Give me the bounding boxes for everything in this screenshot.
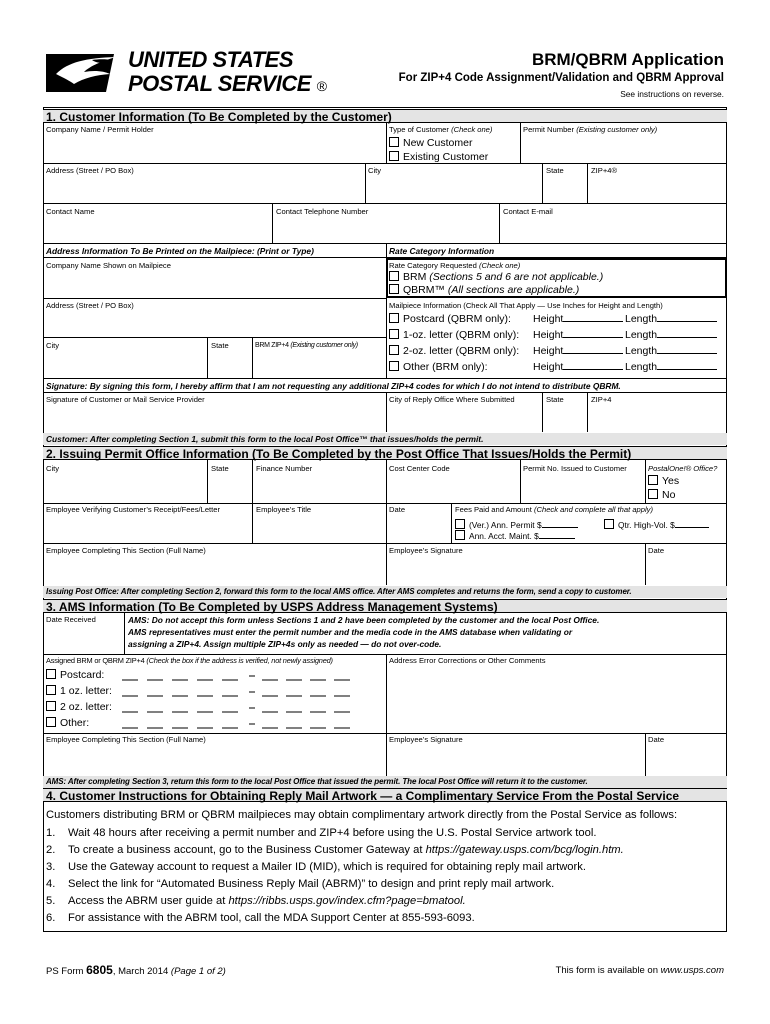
list-item: Select the link for “Automated Business Reply Mail (ABRM)” to design and print reply mail artwork. bbox=[68, 878, 555, 890]
checkbox-icon bbox=[389, 329, 399, 339]
s2-date-label: Date bbox=[389, 505, 406, 514]
divider bbox=[252, 460, 253, 503]
state3-label: State bbox=[546, 395, 564, 404]
brand-line1: UNITED STATES bbox=[128, 47, 294, 72]
permit-number-label: Permit Number (Existing customer only) bbox=[523, 125, 658, 134]
mailpiece-info-label: Mailpiece Information (Check All That Apply — Use Inches for Height and Length) bbox=[389, 301, 663, 310]
divider bbox=[499, 203, 500, 243]
divider bbox=[207, 460, 208, 503]
form-title: BRM/QBRM Application bbox=[531, 50, 724, 69]
city-label: City bbox=[368, 166, 382, 175]
s2-employee-completing-label: Employee Completing This Section (Full Name) bbox=[46, 546, 206, 555]
divider bbox=[645, 543, 646, 585]
list-item: Wait 48 hours after receiving a permit number and ZIP+4 before using the U.S. Postal Service artwork tool. bbox=[68, 827, 597, 839]
address2-label: Address (Street / PO Box) bbox=[46, 301, 134, 310]
checkbox-icon bbox=[46, 669, 56, 679]
divider bbox=[43, 203, 727, 204]
ams-note-1: AMS: Do not accept this form unless Sections 1 and 2 have been completed by the customer and the local Post Office. bbox=[128, 615, 600, 625]
divider bbox=[43, 503, 727, 504]
brm-zip4-label: BRM ZIP+4 (Existing customer only) bbox=[255, 342, 358, 349]
existing-customer-checkbox[interactable]: Existing Customer bbox=[389, 151, 488, 164]
ams-note-3: assigning a ZIP+4. Assign multiple ZIP+4s only as needed — do not over-code. bbox=[128, 639, 442, 649]
city2-label: City bbox=[46, 341, 60, 350]
zip4-label: ZIP+4® bbox=[591, 166, 618, 175]
s3-postcard-checkbox[interactable]: Postcard: bbox=[46, 669, 104, 682]
s3-1oz-checkbox[interactable]: 1 oz. letter: bbox=[46, 685, 112, 698]
address-label: Address (Street / PO Box) bbox=[46, 166, 134, 175]
registered-mark: ® bbox=[316, 78, 327, 94]
checkbox-icon bbox=[46, 701, 56, 711]
list-item: 6. bbox=[46, 912, 56, 924]
rate-category-header: Rate Category Information bbox=[389, 246, 495, 256]
brand-line2: POSTAL SERVICE ® bbox=[128, 71, 327, 96]
signature-label: Signature of Customer or Mail Service Provider bbox=[46, 395, 205, 404]
divider bbox=[252, 337, 253, 378]
ams-note-2: AMS representatives must enter the permit number and the media code in the AMS database when validating or bbox=[128, 627, 573, 637]
abrm-guide-link[interactable]: https://ribbs.usps.gov/index.cfm?page=bmatool. bbox=[228, 895, 466, 907]
divider bbox=[645, 733, 646, 777]
divider bbox=[365, 163, 366, 203]
contact-name-label: Contact Name bbox=[46, 207, 95, 216]
see-instructions: See instructions on reverse. bbox=[620, 89, 724, 99]
divider bbox=[587, 392, 588, 432]
s2-employee-signature-label: Employee’s Signature bbox=[389, 546, 463, 555]
checkbox-icon bbox=[389, 361, 399, 371]
ver-ann-permit-checkbox[interactable]: (Ver.) Ann. Permit $ bbox=[455, 519, 578, 530]
divider bbox=[542, 392, 543, 432]
divider bbox=[43, 392, 727, 393]
mailpiece-address-header: Address Information To Be Printed on the Mailpiece: (Print or Type) bbox=[46, 246, 314, 256]
list-item: 3. bbox=[46, 861, 56, 873]
s2-state-label: State bbox=[211, 464, 229, 473]
checkbox-icon bbox=[604, 519, 614, 529]
list-item: 5. bbox=[46, 895, 56, 907]
divider bbox=[43, 243, 727, 244]
divider bbox=[124, 613, 125, 654]
s2-city-label: City bbox=[46, 464, 60, 473]
section1-header: 1. Customer Information (To Be Completed by the Customer) bbox=[43, 109, 727, 123]
divider bbox=[43, 543, 727, 544]
finance-number-label: Finance Number bbox=[256, 464, 313, 473]
s3-date-label: Date bbox=[648, 735, 665, 744]
s3-employee-completing-label: Employee Completing This Section (Full Name) bbox=[46, 735, 206, 744]
divider bbox=[542, 163, 543, 203]
mp-2oz-checkbox[interactable]: 2-oz. letter (QBRM only): Height Length bbox=[389, 345, 727, 358]
form-footer-availability: This form is available on www.usps.com bbox=[555, 965, 724, 976]
section3-after-note: AMS: After completing Section 3, return this form to the local Post Office that issued the permit. The local Post Office will return it to the customer. bbox=[43, 776, 727, 788]
company-shown-label: Company Name Shown on Mailpiece bbox=[46, 261, 171, 270]
mp-1oz-checkbox[interactable]: 1-oz. letter (QBRM only): Height Length bbox=[389, 329, 727, 342]
checkbox-icon bbox=[389, 151, 399, 161]
divider bbox=[520, 460, 521, 503]
rate-requested-label: Rate Category Requested (Check one) bbox=[389, 261, 521, 270]
mp-postcard-checkbox[interactable]: Postcard (QBRM only): Height Length bbox=[389, 313, 727, 326]
checkbox-icon bbox=[46, 717, 56, 727]
qbrm-checkbox[interactable]: QBRM™ (All sections are applicable.) bbox=[389, 284, 579, 297]
divider bbox=[43, 654, 727, 655]
s3-employee-signature-label: Employee’s Signature bbox=[389, 735, 463, 744]
fees-paid-label: Fees Paid and Amount (Check and complete all that apply) bbox=[455, 505, 653, 514]
usps-logo bbox=[44, 46, 374, 100]
list-item: 4. bbox=[46, 878, 56, 890]
type-of-customer-label: Type of Customer (Check one) bbox=[389, 125, 493, 134]
checkbox-icon bbox=[46, 685, 56, 695]
divider bbox=[386, 460, 387, 585]
list-item: 2. bbox=[46, 844, 56, 856]
state-label: State bbox=[546, 166, 564, 175]
checkbox-icon bbox=[455, 519, 465, 529]
mp-other-checkbox[interactable]: Other (BRM only): Height Length bbox=[389, 361, 727, 374]
assigned-zip4-label: Assigned BRM or QBRM ZIP+4 (Check the box if the address is verified, not newly assigned) bbox=[46, 656, 333, 665]
postalone-yes-checkbox[interactable]: Yes bbox=[648, 475, 679, 488]
divider bbox=[386, 123, 387, 163]
divider bbox=[43, 378, 727, 379]
section4-header: 4. Customer Instructions for Obtaining Reply Mail Artwork — a Complimentary Service From the Postal Service bbox=[43, 788, 727, 802]
section1-after-note: Customer: After completing Section 1, submit this form to the local Post Office™ that issues/holds the permit. bbox=[43, 433, 727, 445]
postalone-no-checkbox[interactable]: No bbox=[648, 489, 675, 502]
divider bbox=[520, 123, 521, 163]
divider bbox=[43, 298, 386, 299]
ann-acct-maint-checkbox[interactable]: Ann. Acct. Maint. $ bbox=[455, 530, 575, 541]
section2-after-note: Issuing Post Office: After completing Section 2, forward this form to the local AMS office. After AMS completes and returns the form, send a copy to customer. bbox=[43, 586, 727, 598]
s3-other-checkbox[interactable]: Other: bbox=[46, 717, 89, 730]
brm-checkbox[interactable]: BRM (Sections 5 and 6 are not applicable.) bbox=[389, 271, 603, 284]
section3-header: 3. AMS Information (To Be Completed by USPS Address Management Systems) bbox=[43, 599, 727, 613]
state2-label: State bbox=[211, 341, 229, 350]
list-item: Use the Gateway account to request a Mailer ID (MID), which is required for obtaining reply mail artwork. bbox=[68, 861, 586, 873]
employee-title-label: Employee’s Title bbox=[256, 505, 312, 514]
list-item: 1. bbox=[46, 827, 56, 839]
form-subtitle: For ZIP+4 Code Assignment/Validation and QBRM Approval bbox=[398, 72, 724, 84]
checkbox-icon bbox=[648, 489, 658, 499]
checkbox-icon bbox=[389, 284, 399, 294]
section4-intro: Customers distributing BRM or QBRM mailpieces may obtain complimentary artwork directly from the Postal Service as follows: bbox=[46, 809, 678, 821]
list-item: To create a business account, go to the Business Customer Gateway at https://gateway.usps.com/bcg/login.htm. bbox=[68, 844, 624, 856]
checkbox-icon bbox=[389, 137, 399, 147]
eagle-icon bbox=[44, 48, 124, 98]
permit-issued-label: Permit No. Issued to Customer bbox=[523, 464, 627, 473]
postalone-office-label: PostalOne!® Office? bbox=[648, 464, 718, 473]
list-item: Access the ABRM user guide at https://ribbs.usps.gov/index.cfm?page=bmatool. bbox=[68, 895, 466, 907]
s3-2oz-checkbox[interactable]: 2 oz. letter: bbox=[46, 701, 112, 714]
contact-email-label: Contact E-mail bbox=[503, 207, 553, 216]
cost-center-label: Cost Center Code bbox=[389, 464, 450, 473]
checkbox-icon bbox=[389, 271, 399, 281]
qtr-high-vol-checkbox[interactable]: Qtr. High-Vol. $ bbox=[604, 519, 709, 530]
divider bbox=[451, 503, 452, 543]
divider bbox=[252, 503, 253, 543]
divider bbox=[386, 654, 387, 777]
reply-city-label: City of Reply Office Where Submitted bbox=[389, 395, 515, 404]
signature-statement: Signature: By signing this form, I hereby affirm that I am not requesting any additional ZIP+4 codes for which I do not intend to distribute QBRM. bbox=[46, 381, 621, 391]
new-customer-checkbox[interactable]: New Customer bbox=[389, 137, 472, 150]
date-received-label: Date Received bbox=[46, 615, 96, 624]
divider bbox=[207, 337, 208, 378]
usps-website-link[interactable]: www.usps.com bbox=[660, 965, 724, 976]
divider bbox=[43, 163, 727, 164]
zip4-blank-lines bbox=[120, 670, 360, 740]
divider bbox=[386, 392, 387, 432]
form-footer-id: PS Form 6805, March 2014 (Page 1 of 2) bbox=[46, 963, 226, 977]
divider bbox=[43, 337, 386, 338]
company-name-label: Company Name / Permit Holder bbox=[46, 125, 154, 134]
checkbox-icon bbox=[648, 475, 658, 485]
s2-date2-label: Date bbox=[648, 546, 665, 555]
divider bbox=[272, 203, 273, 243]
checkbox-icon bbox=[455, 530, 465, 540]
section2-header: 2. Issuing Permit Office Information (To Be Completed by the Post Office That Issues/Holds the Permit) bbox=[43, 446, 727, 460]
zip4-3-label: ZIP+4 bbox=[591, 395, 612, 404]
list-item: For assistance with the ABRM tool, call the MDA Support Center at 855-593-6093. bbox=[68, 912, 475, 924]
employee-verifying-label: Employee Verifying Customer’s Receipt/Fees/Letter bbox=[46, 505, 221, 514]
gateway-link[interactable]: https://gateway.usps.com/bcg/login.htm. bbox=[425, 844, 624, 856]
address-error-label: Address Error Corrections or Other Comments bbox=[389, 656, 546, 665]
contact-phone-label: Contact Telephone Number bbox=[276, 207, 369, 216]
divider bbox=[645, 460, 646, 503]
divider bbox=[587, 163, 588, 203]
checkbox-icon bbox=[389, 345, 399, 355]
checkbox-icon bbox=[389, 313, 399, 323]
divider bbox=[43, 733, 727, 734]
